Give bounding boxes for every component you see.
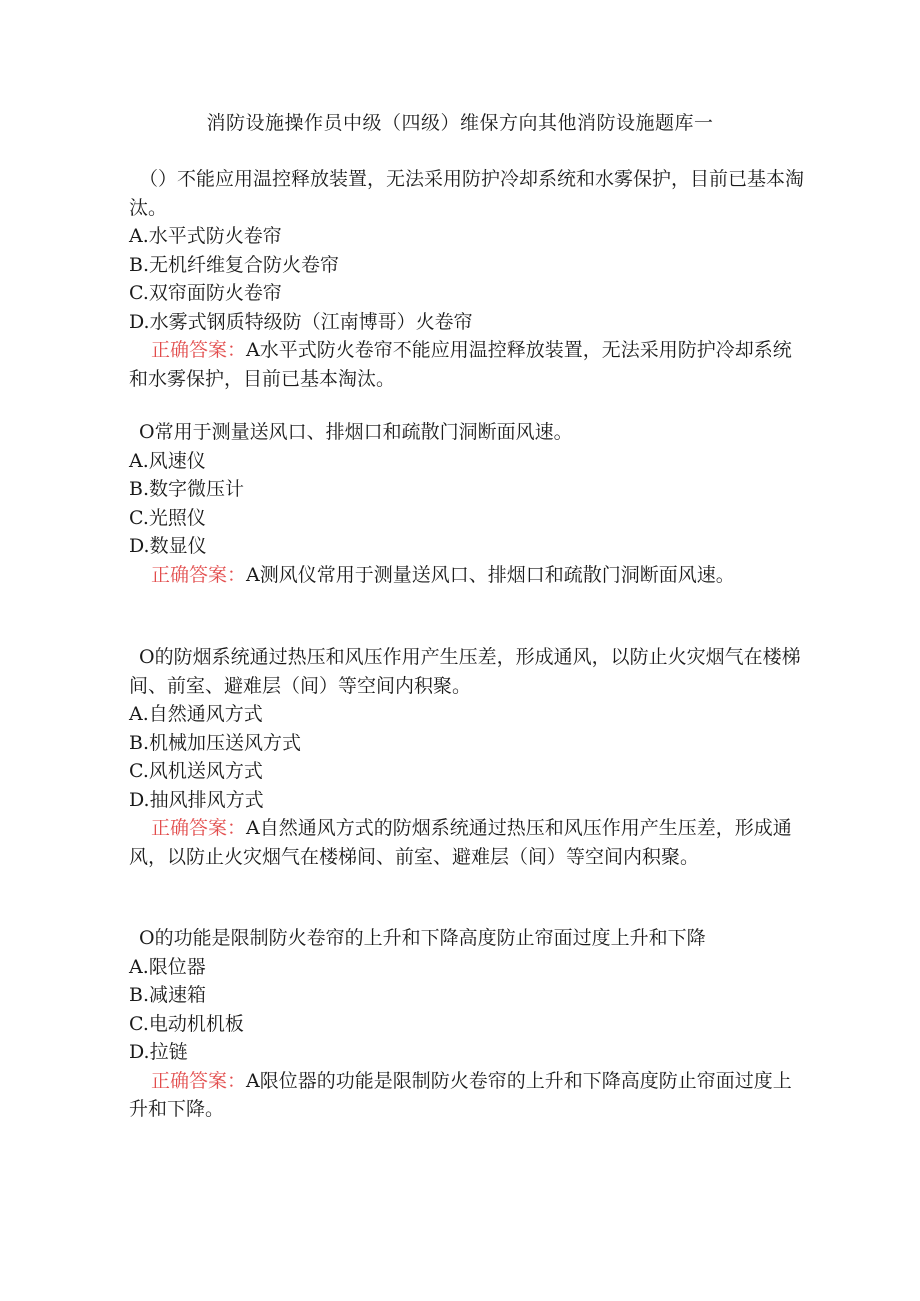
answer-line (129, 1067, 805, 1124)
answer-label: 正确答案： (151, 563, 247, 586)
option-b: B.减速箱 (129, 984, 207, 1006)
option-c: C.双帘面防火卷帘 (129, 282, 282, 304)
option-d: D.数显仪 (129, 535, 207, 557)
answer-explanation: A限位器的功能是限制防火卷帘的上升和下降高度防止帘面过度上升和下降。 (129, 1069, 792, 1120)
question-stem: （）不能应用温控释放装置，无法采用防护冷却系统和水雾保护，目前已基本淘汰。 (129, 168, 805, 219)
document-title: 消防设施操作员中级（四级）维保方向其他消防设施题库一 (206, 112, 714, 134)
option-a: A.自然通风方式 (129, 703, 263, 725)
answer-explanation: A测风仪常用于测量送风口、排烟口和疏散门洞断面风速。 (246, 563, 735, 586)
question-block (129, 165, 805, 393)
question-block (129, 418, 805, 589)
option-d: D.抽风排风方式 (129, 788, 264, 811)
option-a: A.风速仪 (129, 449, 206, 472)
option-b: B.无机纤维复合防火卷帘 (129, 253, 340, 276)
answer-line (129, 336, 805, 393)
answer-explanation: A水平式防火卷帘不能应用温控释放装置，无法采用防护冷却系统和水雾保护，目前已基本淘汰。 (129, 339, 792, 390)
question-block (129, 924, 805, 1124)
answer-label: 正确答案： (151, 1069, 247, 1092)
option-c: C.电动机机板 (129, 1012, 244, 1035)
question-block (129, 643, 805, 871)
answer-line (129, 814, 805, 871)
answer-label: 正确答案： (151, 339, 247, 361)
option-c: C.光照仪 (129, 506, 206, 529)
option-d: D.水雾式钢质特级防（江南博哥）火卷帘 (129, 310, 473, 333)
option-b: B.数字微压计 (129, 478, 245, 500)
option-a: A.限位器 (129, 955, 206, 978)
question-stem: O常用于测量送风口、排烟口和疏散门洞断面风速。 (139, 421, 573, 443)
question-stem: O的防烟系统通过热压和风压作用产生压差，形成通风，以防止火灾烟气在楼梯间、前室、避难层（间）等空间内积聚。 (129, 646, 801, 697)
question-stem: O的功能是限制防火卷帘的上升和下降高度防止帘面过度上升和下降 (139, 927, 706, 949)
option-d: D.拉链 (129, 1041, 188, 1063)
answer-line (129, 561, 805, 590)
option-a: A.水平式防火卷帘 (129, 225, 282, 247)
option-c: C.风机送风方式 (129, 760, 263, 782)
answer-label: 正确答案： (151, 817, 247, 839)
option-b: B.机械加压送风方式 (129, 731, 302, 754)
answer-explanation: A自然通风方式的防烟系统通过热压和风压作用产生压差，形成通风，以防止火灾烟气在楼梯间、前室、避难层（间）等空间内积聚。 (129, 817, 792, 868)
